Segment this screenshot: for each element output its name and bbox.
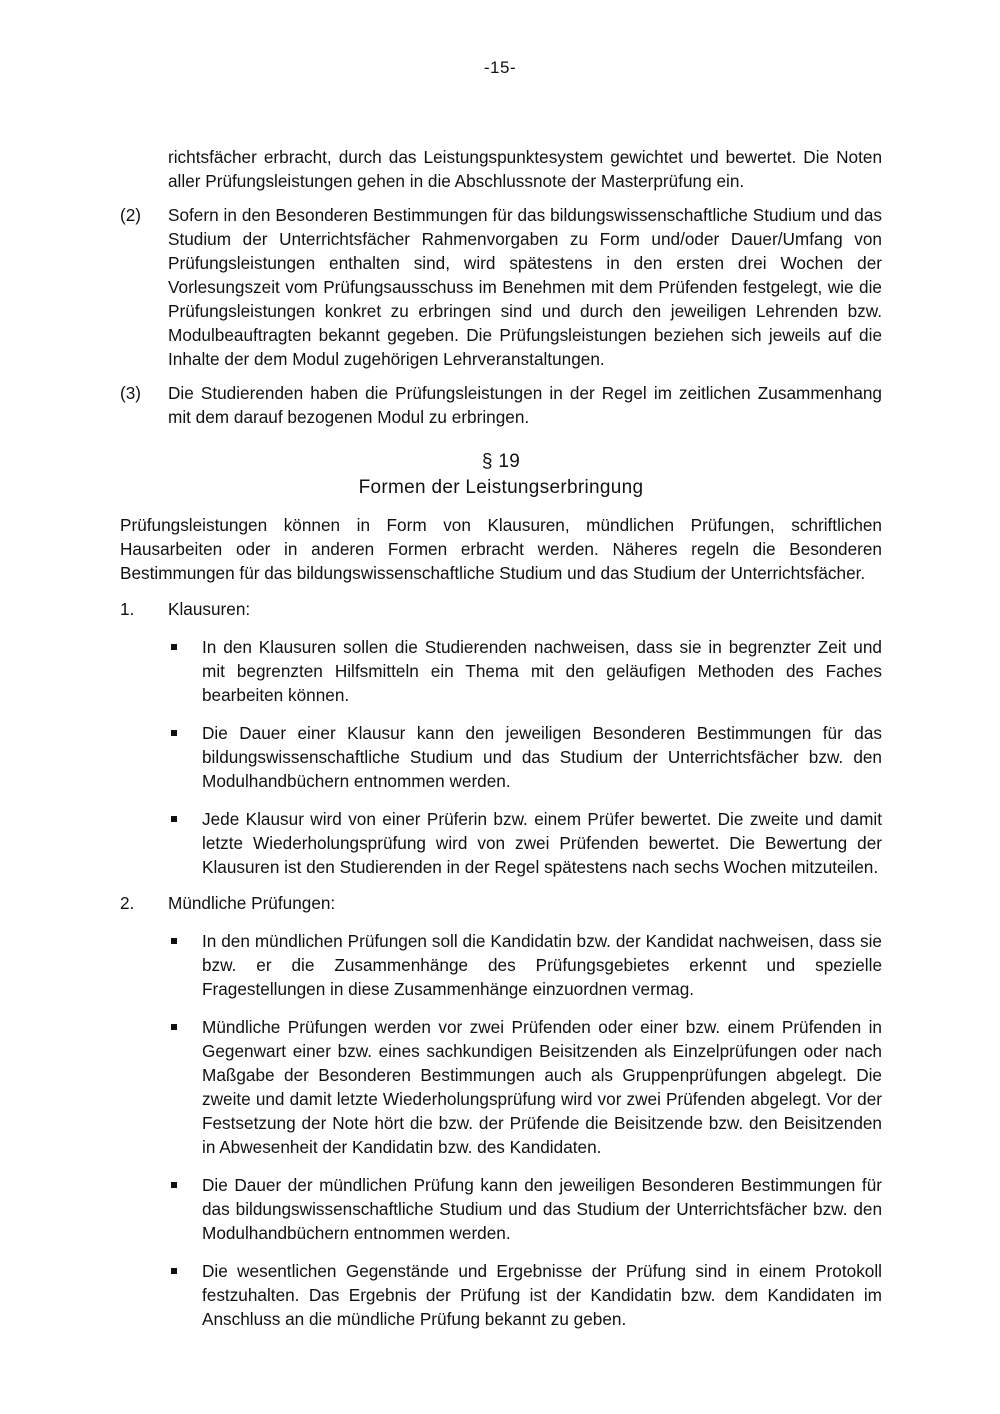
list-item-klausuren <box>120 597 882 621</box>
bullet-square-icon <box>168 807 202 879</box>
list-item-number: 2. <box>120 893 135 913</box>
bullet-text: Die wesentlichen Gegenstände und Ergebnisse der Prüfung sind in einem Protokoll festzuhalten. Das Ergebnis der Prüfung ist der Kandidatin bzw. dem Kandidaten im Anschluss an die mündliche Prüfung bekannt zu geben. <box>202 1261 882 1329</box>
bullet-item <box>168 1259 882 1331</box>
bullet-square-icon <box>168 1173 202 1245</box>
section-heading <box>120 449 882 501</box>
paragraph-3 <box>120 381 882 429</box>
bullet-text: Mündliche Prüfungen werden vor zwei Prüfenden oder einer bzw. einem Prüfenden in Gegenwart einer bzw. eines sachkundigen Beisitzenden als Einzelprüfungen oder nach Maßgabe der Besonderen Bestimmungen auch als Gruppenprüfungen abgelegt. Die zweite und damit letzte Wiederholungsprüfung wird vor zwei Prüfenden abgelegt. Vor der Festsetzung der Note hört die bzw. der Prüfende die Beisitzende bzw. den Beisitzenden in Abwesenheit der Kandidatin bzw. des Kandidaten. <box>202 1017 882 1157</box>
list-item-muendliche-pruefungen <box>120 891 882 915</box>
bullet-square-icon <box>168 929 202 1001</box>
bullet-text: In den Klausuren sollen die Studierenden nachweisen, dass sie in begrenzter Zeit und mit begrenzten Hilfsmitteln ein Thema mit den geläufigen Methoden des Faches bearbeiten können. <box>202 637 882 705</box>
bullet-item <box>168 1173 882 1245</box>
list-item-label: Klausuren: <box>168 599 251 619</box>
section-intro: Prüfungsleistungen können in Form von Klausuren, mündlichen Prüfungen, schriftlichen Hausarbeiten oder in anderen Formen erbracht werden. Näheres regeln die Besonderen Bestimmungen für das bildungswissenschaftliche Studium und das Studium der Unterrichtsfächer. <box>120 515 882 583</box>
bullet-text: Die Dauer der mündlichen Prüfung kann den jeweiligen Besonderen Bestimmungen für das bildungswissenschaftliche Studium und das Studium der Unterrichtsfächer bzw. den Modulhandbüchern entnommen werden. <box>202 1175 882 1243</box>
document-body <box>120 145 882 1331</box>
paragraph-text: Die Studierenden haben die Prüfungsleistungen in der Regel im zeitlichen Zusammenhang mit dem darauf bezogenen Modul zu erbringen. <box>168 383 882 427</box>
bullet-text: Jede Klausur wird von einer Prüferin bzw. einem Prüfer bewertet. Die zweite und damit letzte Wiederholungsprüfung wird von zwei Prüfenden bewertet. Die Bewertung der Klausuren ist den Studierenden in der Regel spätestens nach sechs Wochen mitzuteilen. <box>202 809 882 877</box>
bullet-list-muendliche-pruefungen <box>168 929 882 1331</box>
section-number: § 19 <box>481 451 521 472</box>
bullet-square-icon <box>168 635 202 707</box>
intro-continuation: richtsfächer erbracht, durch das Leistungspunktesystem gewichtet und bewertet. Die Noten aller Prüfungsleistungen gehen in die Abschlussnote der Masterprüfung ein. <box>168 147 882 191</box>
paragraph-text: Sofern in den Besonderen Bestimmungen für das bildungswissenschaftliche Studium und das Studium der Unterrichtsfächer Rahmenvorgaben zu Form und/oder Dauer/Umfang von Prüfungsleistungen enthalten sind, wird spätestens in den ersten drei Wochen der Vorlesungszeit vom Prüfungsausschuss im Benehmen mit dem Prüfenden festgelegt, wie die Prüfungsleistungen konkret zu erbringen sind und durch den jeweiligen Lehrenden bzw. Modulbeauftragten bekannt gegeben. Die Prüfungsleistungen beziehen sich jeweils auf die Inhalte der dem Modul zugehörigen Lehrveranstaltungen. <box>168 205 882 369</box>
paragraph-number: (2) <box>120 205 142 225</box>
bullet-item <box>168 721 882 793</box>
bullet-square-icon <box>168 1259 202 1331</box>
page-number: -15- <box>483 58 517 77</box>
bullet-list-klausuren <box>168 635 882 879</box>
bullet-text: Die Dauer einer Klausur kann den jeweiligen Besonderen Bestimmungen für das bildungswissenschaftliche Studium und das Studium der Unterrichtsfächer bzw. den Modulhandbüchern entnommen werden. <box>202 723 882 791</box>
paragraph-number: (3) <box>120 383 142 403</box>
bullet-item <box>168 635 882 707</box>
section-title: Formen der Leistungserbringung <box>358 477 644 498</box>
bullet-item <box>168 1015 882 1159</box>
list-item-label: Mündliche Prüfungen: <box>168 893 336 913</box>
bullet-square-icon <box>168 721 202 793</box>
bullet-text: In den mündlichen Prüfungen soll die Kandidatin bzw. der Kandidat nachweisen, dass sie bzw. er die Zusammenhänge des Prüfungsgebietes erkennt und spezielle Fragestellungen in diese Zusammenhänge einzuordnen vermag. <box>202 931 882 999</box>
list-item-number: 1. <box>120 599 135 619</box>
bullet-item <box>168 807 882 879</box>
bullet-square-icon <box>168 1015 202 1159</box>
paragraph-2 <box>120 203 882 371</box>
bullet-item <box>168 929 882 1001</box>
